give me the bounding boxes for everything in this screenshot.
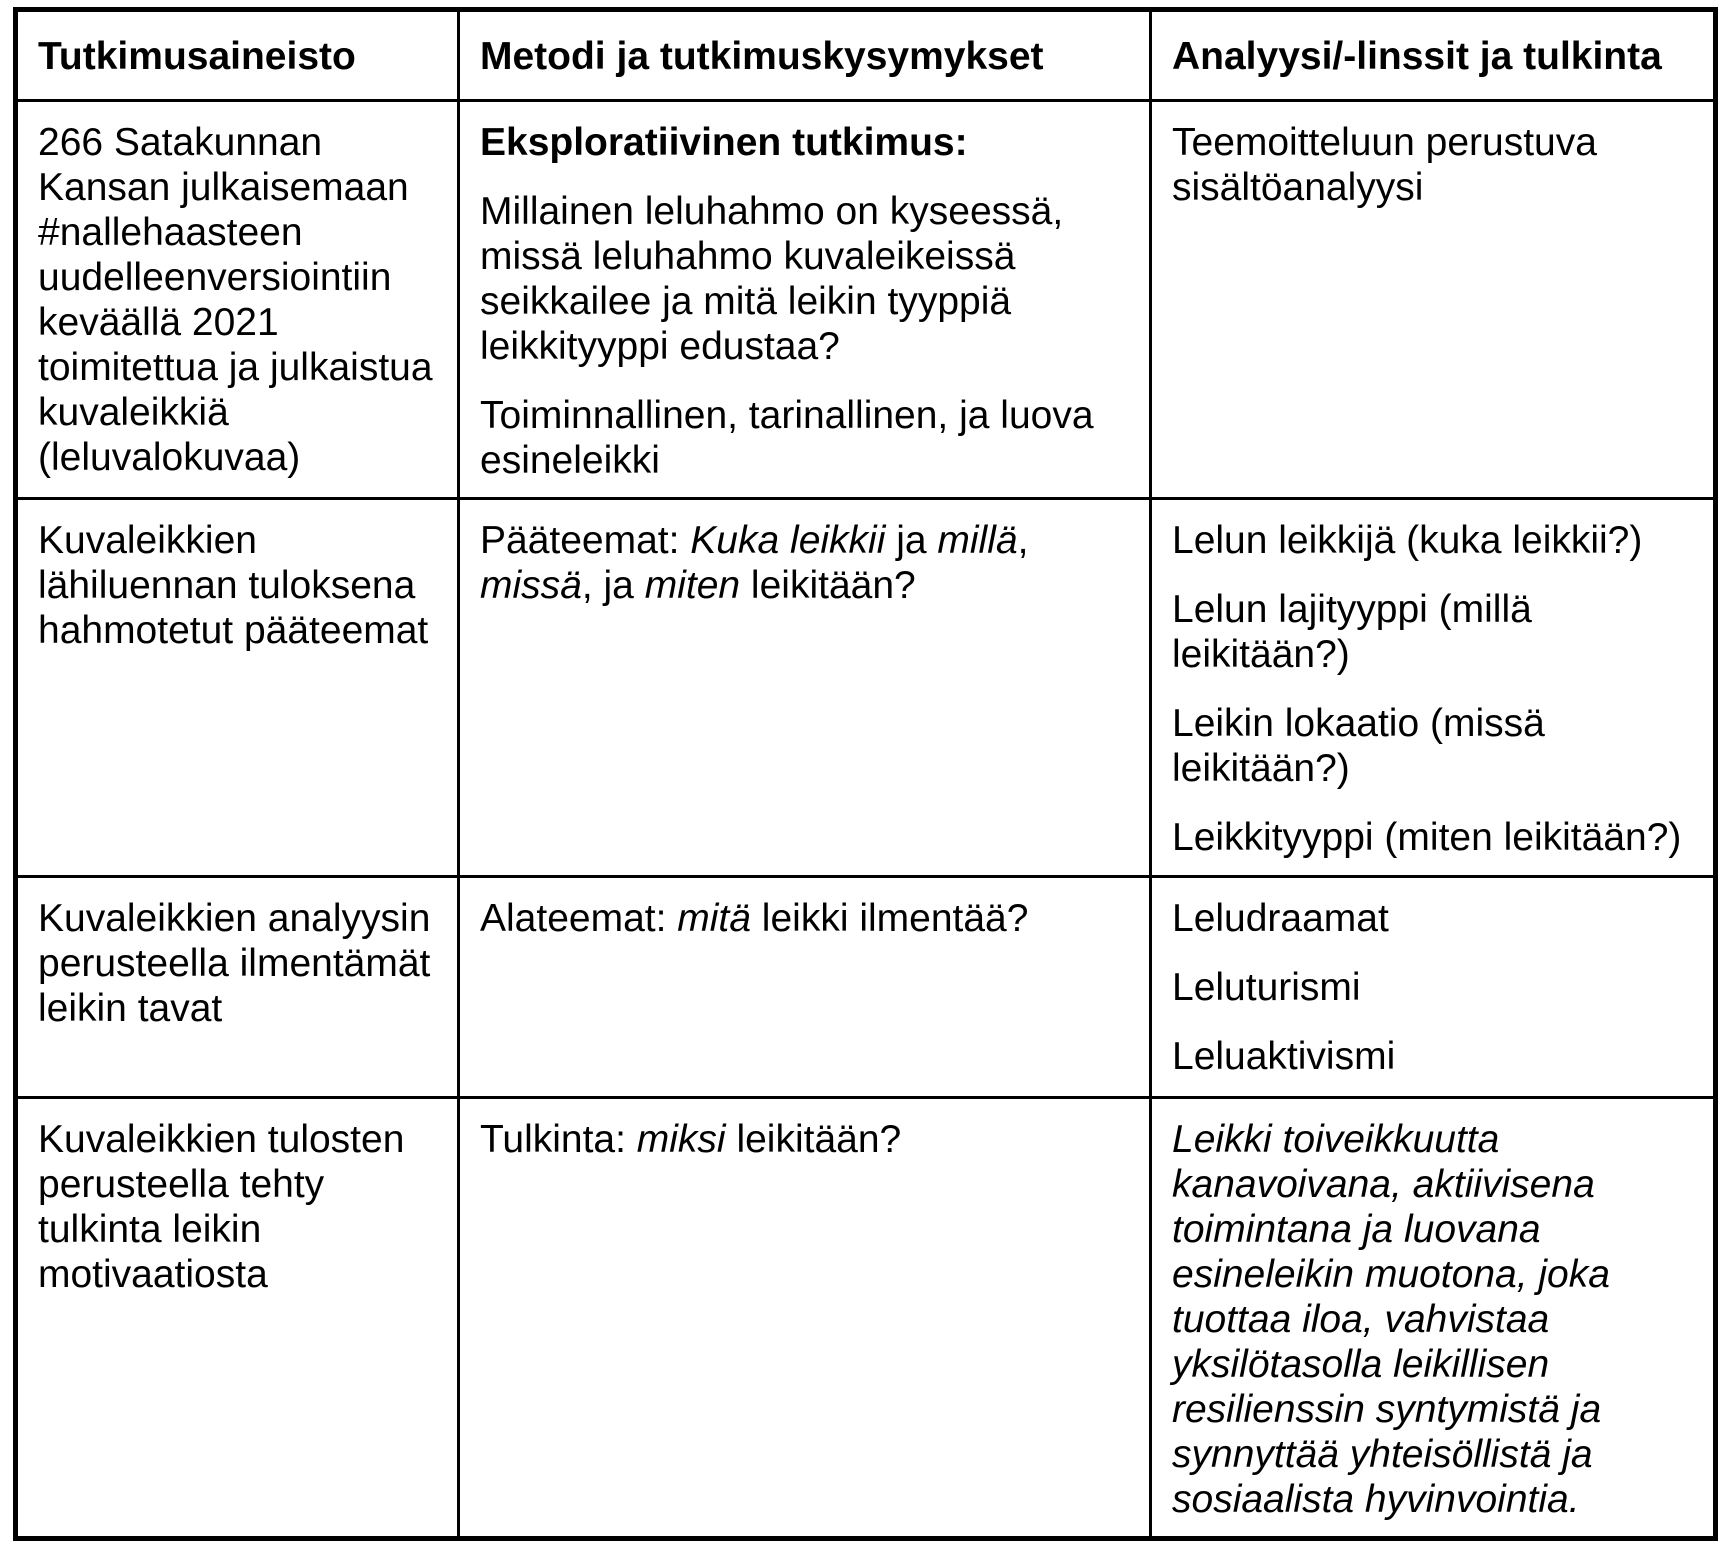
paragraph: Millainen leluhahmo on kyseessä, missä leluhahmo kuvaleikeissä seikkailee ja mitä leikin tyyppiä leikkityyppi edustaa? [480, 190, 1064, 368]
paragraph: Kuvaleikkien analyysin perusteella ilmentämät leikin tavat [38, 897, 431, 1030]
text-segment: leikitään? [740, 564, 916, 607]
table-row [16, 1098, 1716, 1539]
text-segment: , ja [581, 564, 645, 607]
paragraph [480, 518, 1129, 608]
cell-r4-metodi [459, 1098, 1151, 1539]
paragraph: Leikki toiveikkuutta kanavoivana, aktiivisena toimintana ja luovana esineleikin muotona, joka tuottaa iloa, vahvistaa yksilötasolla leikillisen resilienssin syntymistä ja synnyttää yhteisöllistä ja sosiaalista hyvinvointia. [1172, 1118, 1610, 1521]
paragraph: Lelun lajityyppi (millä leikitään?) [1172, 588, 1532, 676]
cell-r2-analyysi [1151, 499, 1716, 877]
paragraph [480, 896, 1129, 941]
paragraph: Lelun leikkijä (kuka leikkii?) [1172, 519, 1643, 562]
cell-r4-analyysi [1151, 1098, 1716, 1539]
paragraph: Leikkityyppi (miten leikitään?) [1172, 816, 1682, 859]
paragraph: Eksploratiivinen tutkimus: [480, 121, 968, 164]
text-segment: ja [885, 519, 938, 562]
cell-r3-aineisto [16, 877, 459, 1098]
table-row [16, 101, 1716, 499]
header-row [16, 10, 1716, 101]
text-segment: missä [480, 564, 582, 607]
text-segment: miksi [636, 1118, 726, 1161]
paragraph: Teemoitteluun perustuva sisältöanalyysi [1172, 121, 1597, 209]
paragraph [480, 1117, 1129, 1162]
paragraph: Leludraamat [1172, 897, 1389, 940]
cell-r1-metodi [459, 101, 1151, 499]
paragraph: Toiminnallinen, tarinallinen, ja luova esineleikki [480, 394, 1094, 482]
text-segment: Tulkinta: [480, 1118, 637, 1161]
text-segment: miten [644, 564, 741, 607]
text-segment: Pääteemat: [480, 519, 691, 562]
paragraph: Leikin lokaatio (missä leikitään?) [1172, 702, 1545, 790]
header-tutkimusaineisto: Tutkimusaineisto [16, 10, 459, 101]
paragraph: Kuvaleikkien tulosten perusteella tehty tulkinta leikin motivaatiosta [38, 1118, 405, 1296]
header-metodi-ja-tutkimuskysymykset: Metodi ja tutkimuskysymykset [459, 10, 1151, 101]
research-methods-table [13, 7, 1718, 1541]
cell-r3-metodi [459, 877, 1151, 1098]
paragraph: Leluturismi [1172, 966, 1361, 1009]
cell-r2-metodi [459, 499, 1151, 877]
text-segment: millä [937, 519, 1018, 562]
header-analyysi-linssit-ja-tulkinta: Analyysi/-linssit ja tulkinta [1151, 10, 1716, 101]
cell-r3-analyysi [1151, 877, 1716, 1098]
table-row [16, 877, 1716, 1098]
text-segment: , [1017, 519, 1029, 562]
paragraph: Leluaktivismi [1172, 1035, 1396, 1078]
text-segment: mitä [677, 897, 751, 940]
cell-r1-aineisto [16, 101, 459, 499]
cell-r1-analyysi [1151, 101, 1716, 499]
text-segment: leikitään? [725, 1118, 902, 1161]
cell-r2-aineisto [16, 499, 459, 877]
text-segment: Kuka leikkii [690, 519, 886, 562]
paragraph: 266 Satakunnan Kansan julkaisemaan #nallehaasteen uudelleenversiointiin keväällä 2021 toimitettua ja julkaistua kuvaleikkiä (leluvalokuvaa) [38, 121, 433, 479]
table-row [16, 499, 1716, 877]
cell-r4-aineisto [16, 1098, 459, 1539]
text-segment: Alateemat: [480, 897, 678, 940]
text-segment: leikki ilmentää? [750, 897, 1029, 940]
paragraph: Kuvaleikkien lähiluennan tuloksena hahmotetut pääteemat [38, 519, 429, 652]
